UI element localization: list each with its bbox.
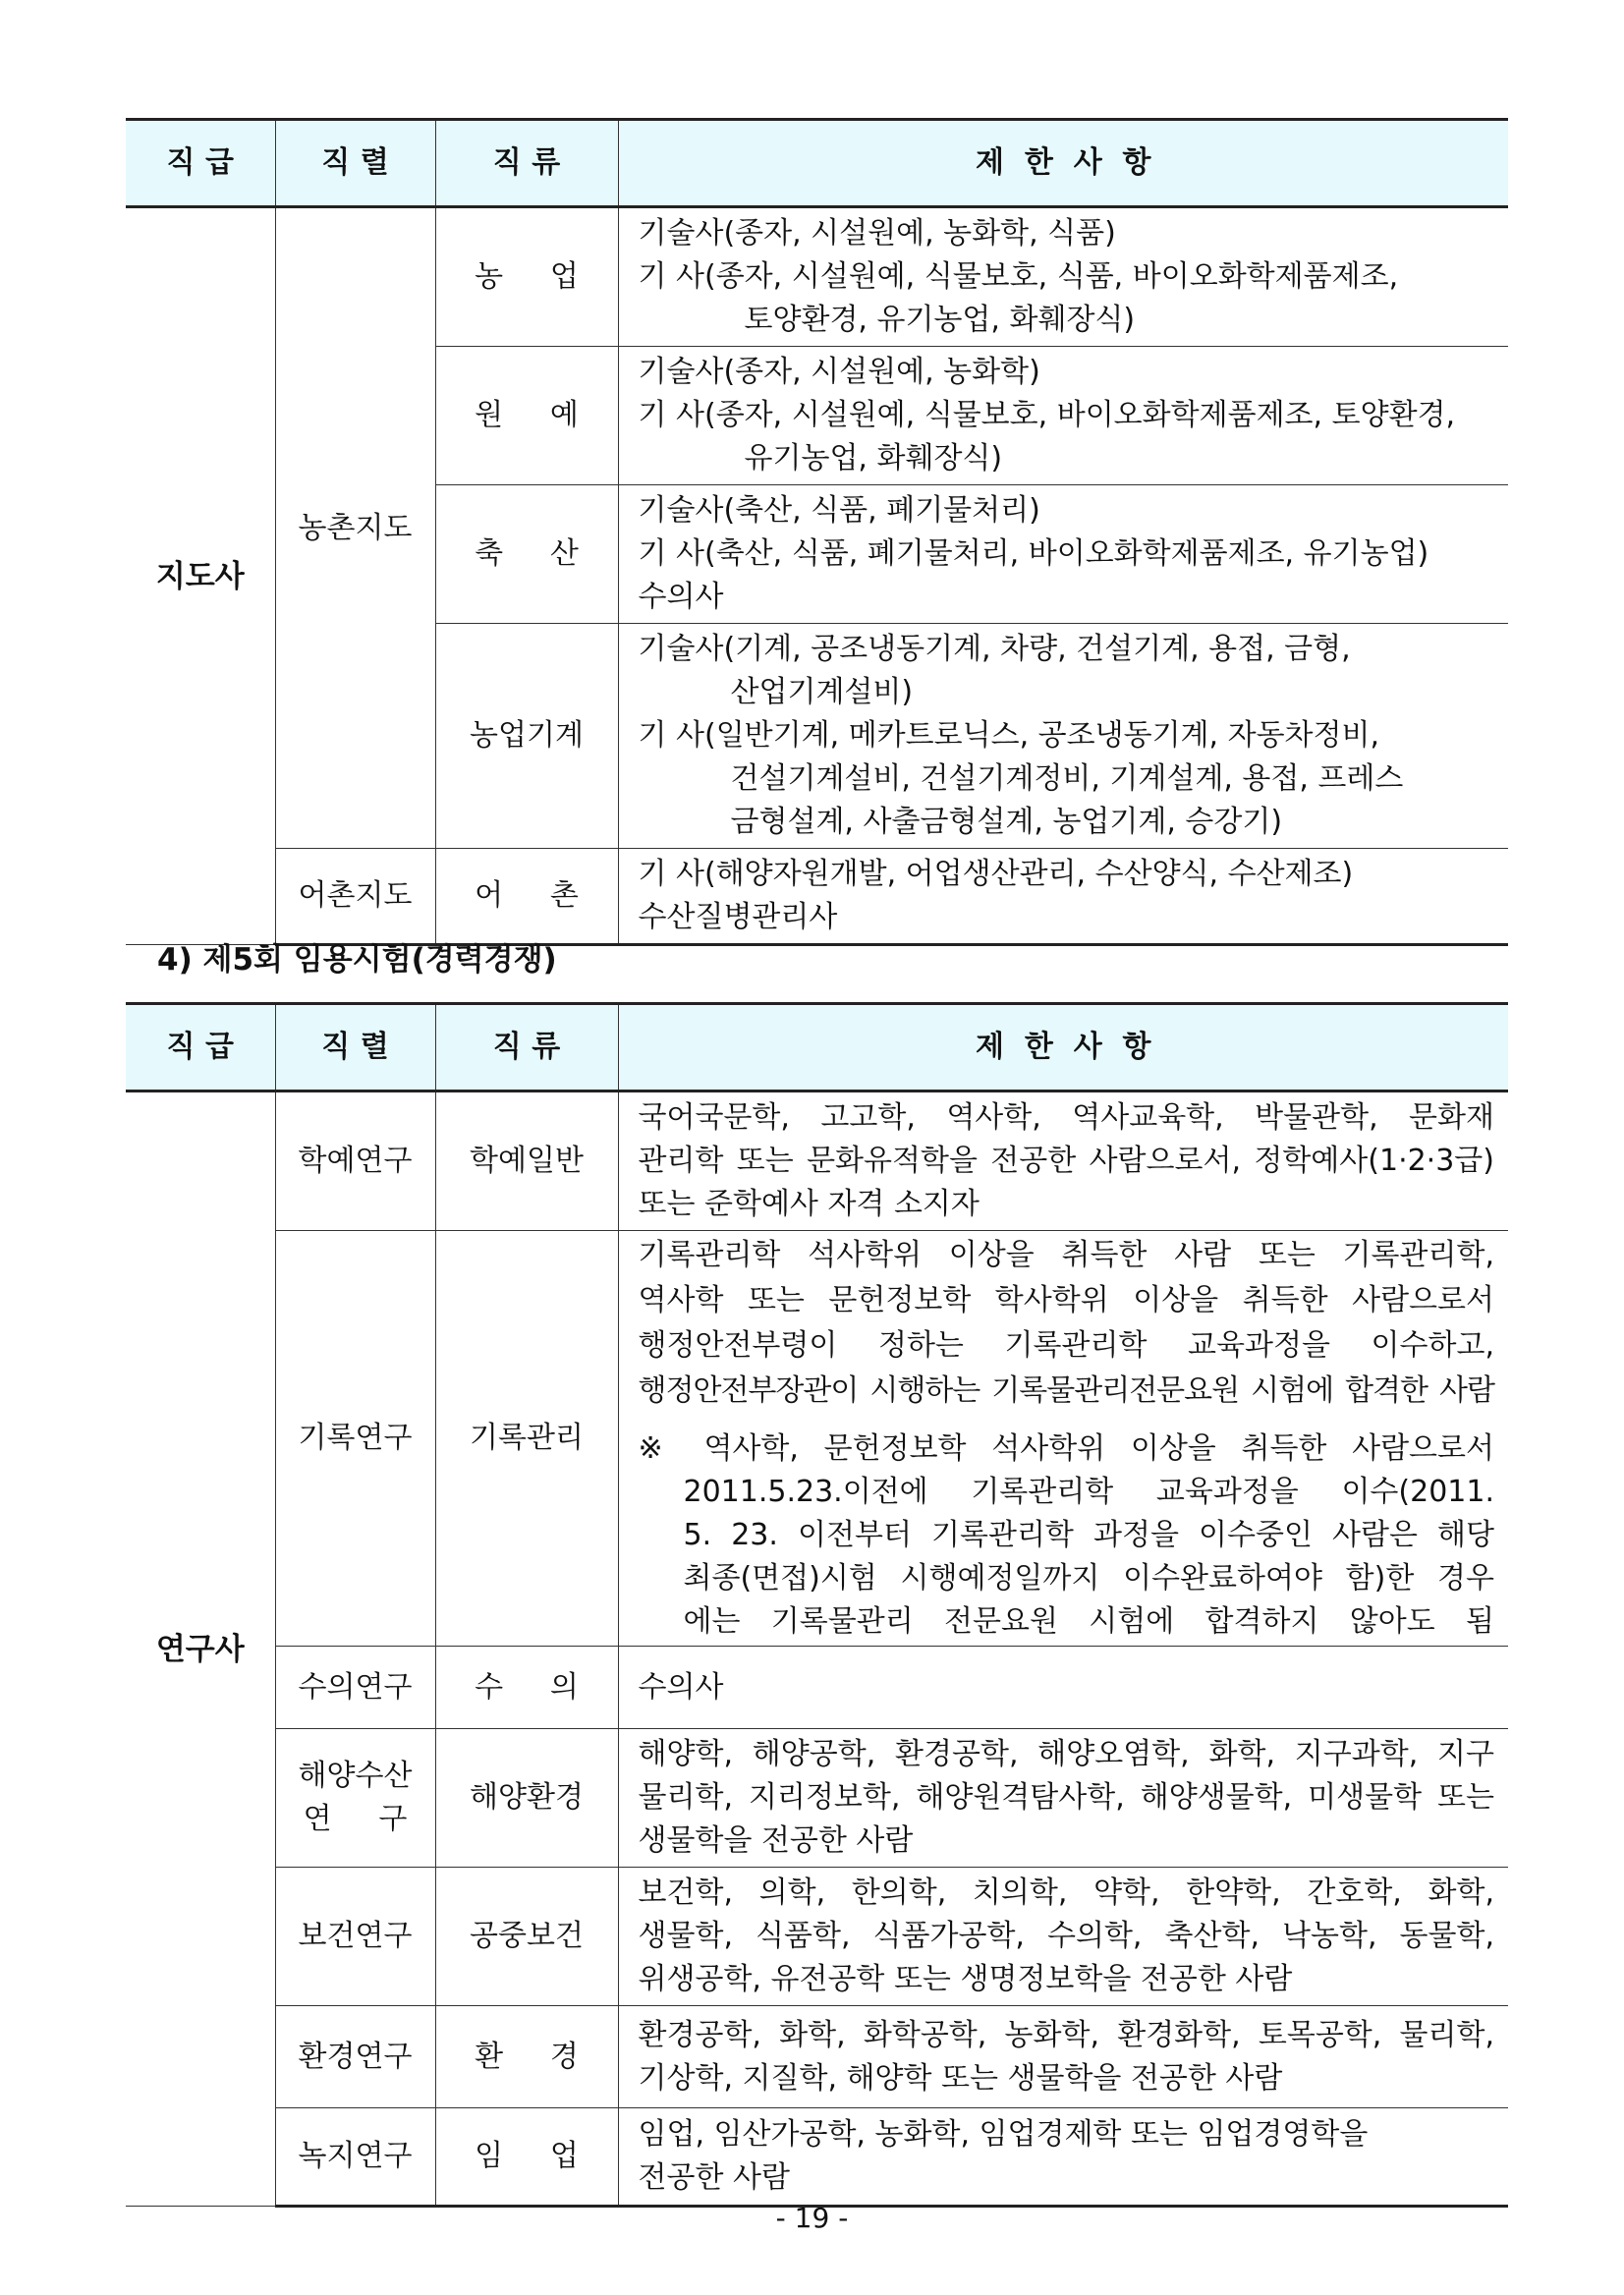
header-class: 직 류 xyxy=(435,120,618,207)
restriction-line: 국어국문학, 고고학, 역사학, 역사교육학, 박물관학, 문화재 xyxy=(638,1100,1494,1135)
restriction-line: 기 사(해양자원개발, 어업생산관리, 수산양식, 수산제조) xyxy=(638,857,1354,891)
restriction-line: 행정안전부령이 정하는 기록관리학 교육과정을 이수하고, xyxy=(638,1328,1494,1363)
table-row xyxy=(126,2108,1508,2207)
class-cell: 농 업 xyxy=(435,207,618,347)
restriction-table-research xyxy=(126,1002,1508,2208)
restriction-line: 기술사(종자, 시설원예, 농화학) xyxy=(638,355,1040,389)
header-grade: 직 급 xyxy=(126,1004,275,1092)
class-cell: 원 예 xyxy=(435,347,618,485)
table-row xyxy=(126,1092,1508,1231)
series-cell: 학예연구 xyxy=(275,1092,435,1231)
restriction-line: 유기농업, 화훼장식) xyxy=(744,441,1003,476)
restriction-line: 보건학, 의학, 한의학, 치의학, 약학, 한약학, 간호학, 화학, xyxy=(638,1875,1494,1910)
header-grade: 직 급 xyxy=(126,120,275,207)
table-header-row xyxy=(126,1004,1508,1092)
restriction-line: 기술사(기계, 공조냉동기계, 차량, 건설기계, 용접, 금형, xyxy=(638,632,1351,666)
header-series: 직 렬 xyxy=(275,1004,435,1092)
class-cell: 해양환경 xyxy=(435,1729,618,1868)
restriction-line: 기록관리학 석사학위 이상을 취득한 사람 또는 기록관리학, xyxy=(638,1238,1494,1272)
restriction-cell xyxy=(618,1231,1508,1647)
table-row xyxy=(126,2006,1508,2108)
class-cell: 축 산 xyxy=(435,485,618,624)
restriction-cell xyxy=(618,2108,1508,2207)
restriction-line: 행정안전부장관이 시행하는 기록물관리전문요원 시험에 합격한 사람 xyxy=(638,1373,1494,1408)
restriction-cell xyxy=(618,2006,1508,2108)
note-line: 5. 23. 이전부터 기록관리학 과정을 이수중인 사람은 해당 xyxy=(683,1518,1494,1552)
header-series: 직 렬 xyxy=(275,120,435,207)
restriction-line: 생물학, 식품학, 식품가공학, 수의학, 축산학, 낙농학, 동물학, xyxy=(638,1919,1494,1953)
class-cell: 어 촌 xyxy=(435,849,618,945)
restriction-line: 기 사(종자, 시설원예, 식물보호, 바이오화학제품제조, 토양환경, xyxy=(638,398,1456,432)
note-line: 2011.5.23.이전에 기록관리학 교육과정을 이수(2011. xyxy=(683,1475,1494,1509)
restriction-line: 물리학, 지리정보학, 해양원격탐사학, 해양생물학, 미생물학 또는 xyxy=(638,1780,1494,1815)
restriction-cell xyxy=(618,207,1508,347)
restriction-line: 기 사(일반기계, 메카트로닉스, 공조냉동기계, 자동차정비, xyxy=(638,718,1380,753)
restriction-line: 기 사(축산, 식품, 폐기물처리, 바이오화학제품제조, 유기농업) xyxy=(638,536,1429,571)
restriction-line: 수산질병관리사 xyxy=(638,900,838,934)
class-cell: 공중보건 xyxy=(435,1868,618,2006)
table-row xyxy=(126,1868,1508,2006)
series-cell: 어촌지도 xyxy=(275,849,435,945)
restriction-cell xyxy=(618,347,1508,485)
page-number: - 19 - xyxy=(775,2202,849,2234)
restriction-line: 역사학 또는 문헌정보학 학사학위 이상을 취득한 사람으로서 xyxy=(638,1283,1494,1317)
grade-cell: 지도사 xyxy=(126,207,275,945)
restriction-cell xyxy=(618,1729,1508,1868)
series-cell: 농촌지도 xyxy=(275,207,435,849)
restriction-line: 해양학, 해양공학, 환경공학, 해양오염학, 화학, 지구과학, 지구 xyxy=(638,1737,1494,1771)
restriction-line: 수의사 xyxy=(638,1669,724,1705)
table-row xyxy=(126,849,1508,945)
header-restrictions: 제 한 사 항 xyxy=(618,1004,1508,1092)
section-title: 4) 제5회 임용시험(경력경쟁) xyxy=(157,942,557,978)
series-cell: 해양수산 연 구 xyxy=(275,1729,435,1868)
restriction-line: 기상학, 지질학, 해양학 또는 생물학을 전공한 사람 xyxy=(638,2060,1283,2096)
class-cell: 임 업 xyxy=(435,2108,618,2207)
class-cell: 농업기계 xyxy=(435,624,618,849)
restriction-line: 산업기계설비) xyxy=(730,675,914,709)
restriction-line: 또는 준학예사 자격 소지자 xyxy=(638,1187,980,1221)
restriction-cell xyxy=(618,624,1508,849)
note-line: 에는 기록물관리 전문요원 시험에 합격하지 않아도 됨 xyxy=(683,1604,1494,1639)
restriction-line: 금형설계, 사출금형설계, 농업기계, 승강기) xyxy=(730,805,1283,839)
restriction-line: 수의사 xyxy=(638,580,724,614)
table-row xyxy=(126,1231,1508,1647)
class-cell: 학예일반 xyxy=(435,1092,618,1231)
restriction-cell xyxy=(618,1092,1508,1231)
restriction-line: 환경공학, 화학, 화학공학, 농화학, 환경화학, 토목공학, 물리학, xyxy=(638,2017,1494,2052)
class-cell: 기록관리 xyxy=(435,1231,618,1647)
series-cell: 수의연구 xyxy=(275,1647,435,1729)
restriction-line: 임업, 임산가공학, 농화학, 임업경제학 또는 임업경영학을 xyxy=(638,2117,1369,2152)
table-row xyxy=(126,1729,1508,1868)
class-cell: 수 의 xyxy=(435,1647,618,1729)
restriction-line: 기술사(축산, 식품, 폐기물처리) xyxy=(638,493,1040,528)
note-line: 최종(면접)시험 시행예정일까지 이수완료하여야 함)한 경우 xyxy=(683,1561,1494,1595)
series-cell: 기록연구 xyxy=(275,1231,435,1647)
series-cell: 녹지연구 xyxy=(275,2108,435,2207)
restriction-cell xyxy=(618,1647,1508,1729)
header-class: 직 류 xyxy=(435,1004,618,1092)
restriction-line: 기술사(종자, 시설원예, 농화학, 식품) xyxy=(638,216,1116,251)
grade-cell: 연구사 xyxy=(126,1092,275,2207)
note-line: ※ 역사학, 문헌정보학 석사학위 이상을 취득한 사람으로서 xyxy=(638,1431,1494,1466)
restriction-line: 건설기계설비, 건설기계정비, 기계설계, 용접, 프레스 xyxy=(730,761,1404,796)
restriction-cell xyxy=(618,849,1508,945)
restriction-line: 기 사(종자, 시설원예, 식물보호, 식품, 바이오화학제품제조, xyxy=(638,259,1399,294)
header-restrictions: 제 한 사 항 xyxy=(618,120,1508,207)
table-header-row xyxy=(126,120,1508,207)
restriction-table-guide xyxy=(126,118,1508,946)
restriction-line: 위생공학, 유전공학 또는 생명정보학을 전공한 사람 xyxy=(638,1962,1293,1996)
series-cell: 환경연구 xyxy=(275,2006,435,2108)
restriction-line: 관리학 또는 문화유적학을 전공한 사람으로서, 정학예사(1·2·3급) xyxy=(638,1144,1494,1178)
restriction-line: 토양환경, 유기농업, 화훼장식) xyxy=(744,303,1136,337)
restriction-cell xyxy=(618,1868,1508,2006)
restriction-cell xyxy=(618,485,1508,624)
restriction-line: 전공한 사람 xyxy=(638,2160,790,2195)
series-cell: 보건연구 xyxy=(275,1868,435,2006)
table-row xyxy=(126,207,1508,347)
restriction-line: 생물학을 전공한 사람 xyxy=(638,1823,914,1858)
table-row xyxy=(126,1647,1508,1729)
class-cell: 환 경 xyxy=(435,2006,618,2108)
